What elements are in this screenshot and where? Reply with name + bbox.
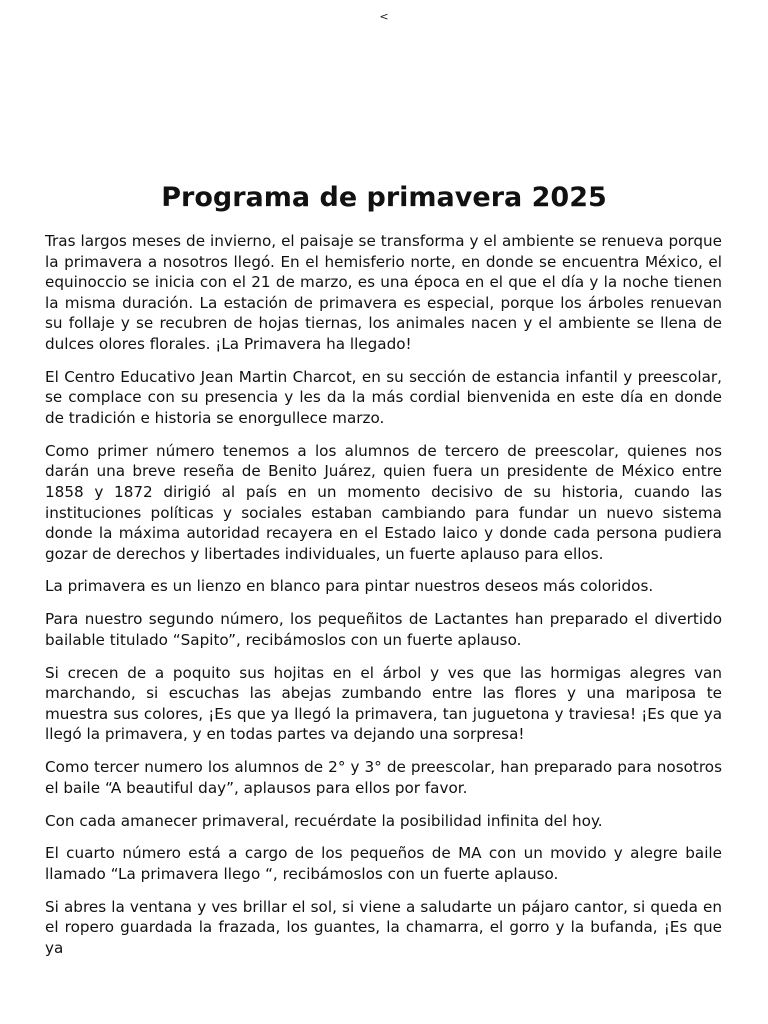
header-mark: < — [379, 10, 389, 23]
paragraph-intro: Tras largos meses de invierno, el paisaje se transforma y el ambiente se renueva porque la primavera a nosotros llegó. En el hemisferio norte, en donde se encuentra México, el equinoccio se inicia con el 21 de marzo, es una época en el que el día y la noche tienen la misma duración. La estación de primavera es especial, porque los árboles renuevan su follaje y se recubren de hojas tiernas, los animales nacen y el ambiente se llena de dulces olores florales. ¡La Primavera ha llegado! — [45, 232, 722, 353]
paragraph-spring-poem-1: Si crecen de a poquito sus hojitas en el árbol y ves que las hormigas alegres van marchando, si escuchas las abejas zumbando entre las flores y una mariposa te muestra sus colores, ¡Es que ya llegó la primavera, tan juguetona y traviesa! ¡Es que ya llegó la primavera, y en todas partes va dejando una sorpresa! — [45, 663, 722, 744]
paragraph-third-number: Como tercer numero los alumnos de 2° y 3° de preescolar, han preparado para nosotros el baile “A beautiful day”, aplausos para ellos por favor. — [45, 758, 722, 797]
document-body — [45, 231, 722, 959]
paragraph-second-number: Para nuestro segundo número, los pequeñitos de Lactantes han preparado el divertido bailable titulado “Sapito”, recibámoslos con un fuerte aplauso. — [45, 610, 722, 649]
paragraph-fourth-number: El cuarto número está a cargo de los pequeños de MA con un movido y alegre baile llamado “La primavera llego “, recibámoslos con un fuerte aplauso. — [45, 844, 722, 883]
paragraph-spring-poem-2: Si abres la ventana y ves brillar el sol, si viene a saludarte un pájaro cantor, si queda en el ropero guardada la frazada, los guantes, la chamarra, el gorro y la bufanda, ¡Es que ya — [45, 897, 722, 957]
paragraph-spring-quote-1: La primavera es un lienzo en blanco para pintar nuestros deseos más coloridos. — [45, 577, 654, 596]
paragraph-first-number: Como primer número tenemos a los alumnos de tercero de preescolar, quienes nos darán una breve reseña de Benito Juárez, quien fuera un presidente de México entre 1858 y 1872 dirigió al país en un momento decisivo de su historia, cuando las instituciones políticas y sociales estaban cambiando para fundar un nuevo sistema donde la máxima autoridad recayera en el Estado laico y donde cada persona pudiera gozar de derechos y libertades individuales, un fuerte aplauso para ellos. — [45, 441, 722, 563]
paragraph-welcome: El Centro Educativo Jean Martin Charcot, en su sección de estancia infantil y preescolar, se complace con su presencia y les da la más cordial bienvenida en este día en donde de tradición e historia se enorgullece marzo. — [45, 367, 722, 427]
document-title: Programa de primavera 2025 — [161, 182, 607, 213]
paragraph-spring-quote-2: Con cada amanecer primaveral, recuérdate la posibilidad infinita del hoy. — [45, 811, 603, 830]
